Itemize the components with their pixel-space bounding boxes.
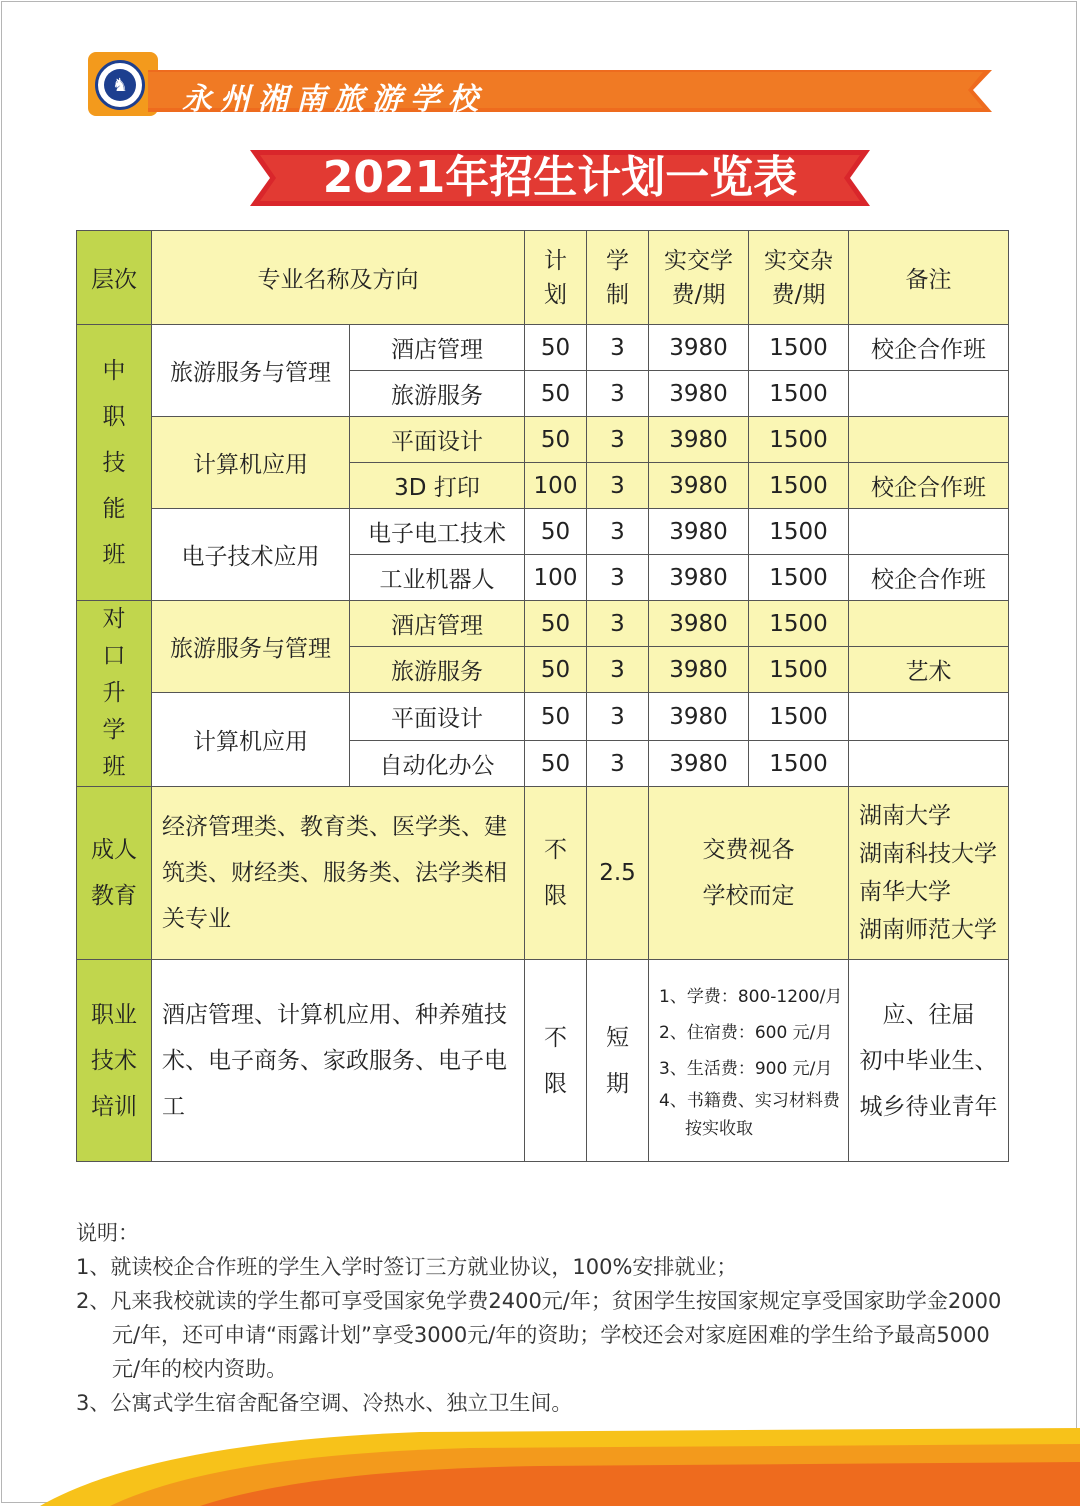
plan: 50 (525, 371, 587, 417)
header-tuition: 实交学费/期 (649, 231, 749, 325)
header-remark: 备注 (849, 231, 1009, 325)
fees: 1500 (749, 509, 849, 555)
target-line1: 应、往届 (882, 1001, 975, 1028)
level-adult (77, 787, 152, 960)
note-item: 2、凡来我校就读的学生都可享受国家免学费2400元/年；贫困学生按国家规定享受国家助学金2000元/年，还可申请“雨露计划”享受3000元/年的资助；学校还会对家庭困难的学生给予最高5000元/年的校内资助。 (76, 1289, 1002, 1381)
plan: 100 (525, 463, 587, 509)
fees: 1500 (749, 647, 849, 693)
fee-item: 4、书籍费、实习材料费 (659, 1090, 840, 1111)
remark (849, 741, 1009, 787)
plan: 50 (525, 325, 587, 371)
tuition: 3980 (649, 371, 749, 417)
years: 3 (587, 509, 649, 555)
notes-heading: 说明： (76, 1221, 139, 1245)
training-years: 短期 (587, 960, 649, 1162)
remark: 校企合作班 (849, 463, 1009, 509)
plan: 100 (525, 555, 587, 601)
remark: 校企合作班 (849, 555, 1009, 601)
direction: 平面设计 (350, 417, 525, 463)
partner-item: 南华大学 (859, 879, 951, 905)
fee-item: 1、学费：800-1200/月 (659, 986, 843, 1007)
enrollment-table (76, 230, 1009, 1162)
adult-years: 2.5 (587, 787, 649, 960)
note-item: 3、公寓式学生宿舍配备空调、冷热水、独立卫生间。 (76, 1391, 573, 1415)
direction: 自动化办公 (350, 741, 525, 787)
fees: 1500 (749, 463, 849, 509)
direction: 工业机器人 (350, 555, 525, 601)
table-row (77, 787, 1009, 960)
table-row (77, 325, 1009, 371)
school-logo-icon: ♞ (95, 60, 145, 110)
level-admission: 对口升学班 (77, 601, 152, 787)
fees: 1500 (749, 417, 849, 463)
table-row (77, 417, 1009, 463)
major-name: 旅游服务与管理 (152, 325, 350, 417)
years: 3 (587, 741, 649, 787)
remark (849, 509, 1009, 555)
adult-fees-line1: 交费视各 (702, 837, 795, 863)
direction: 电子电工技术 (350, 509, 525, 555)
adult-fees-line2: 学校而定 (702, 883, 795, 909)
remark: 艺术 (849, 647, 1009, 693)
direction: 酒店管理 (350, 601, 525, 647)
years: 3 (587, 325, 649, 371)
partner-item: 湖南科技大学 (859, 841, 997, 867)
years: 3 (587, 693, 649, 741)
direction: 旅游服务 (350, 647, 525, 693)
adult-plan: 不限 (525, 787, 587, 960)
plan: 50 (525, 417, 587, 463)
adult-majors: 经济管理类、教育类、医学类、建筑类、财经类、服务类、法学类相关专业 (152, 787, 525, 960)
header-major: 专业名称及方向 (152, 231, 525, 325)
adult-partners (849, 787, 1009, 960)
level-training (77, 960, 152, 1162)
remark (849, 693, 1009, 741)
header-level: 层次 (77, 231, 152, 325)
fee-item: 按实收取 (685, 1118, 753, 1139)
target-line3: 城乡待业青年 (859, 1093, 998, 1120)
direction: 平面设计 (350, 693, 525, 741)
tuition: 3980 (649, 555, 749, 601)
years: 3 (587, 417, 649, 463)
partner-item: 湖南大学 (859, 803, 951, 829)
training-majors: 酒店管理、计算机应用、种养殖技术、电子商务、家政服务、电子电工 (152, 960, 525, 1162)
partner-item: 湖南师范大学 (859, 917, 997, 943)
major-name: 旅游服务与管理 (152, 601, 350, 693)
years: 3 (587, 463, 649, 509)
direction: 旅游服务 (350, 371, 525, 417)
note-item: 1、就读校企合作班的学生入学时签订三方就业协议，100%安排就业； (76, 1255, 738, 1279)
training-target (849, 960, 1009, 1162)
level-training-line3: 培训 (91, 1093, 137, 1120)
direction: 酒店管理 (350, 325, 525, 371)
header-plan: 计划 (525, 231, 587, 325)
level-training-line1: 职业 (91, 1001, 137, 1028)
years: 3 (587, 601, 649, 647)
tuition: 3980 (649, 509, 749, 555)
major-name: 电子技术应用 (152, 509, 350, 601)
table-row (77, 960, 1009, 1162)
fees: 1500 (749, 325, 849, 371)
fees: 1500 (749, 555, 849, 601)
page-title: 2021年招生计划一览表 (322, 152, 798, 203)
tuition: 3980 (649, 693, 749, 741)
plan: 50 (525, 693, 587, 741)
remark: 校企合作班 (849, 325, 1009, 371)
tuition: 3980 (649, 647, 749, 693)
header-years: 学制 (587, 231, 649, 325)
fees: 1500 (749, 741, 849, 787)
tuition: 3980 (649, 741, 749, 787)
target-line2: 初中毕业生、 (859, 1047, 998, 1074)
training-plan: 不限 (525, 960, 587, 1162)
remark (849, 371, 1009, 417)
level-adult-line2: 教育 (91, 883, 137, 909)
table-row (77, 601, 1009, 647)
plan: 50 (525, 601, 587, 647)
fees: 1500 (749, 601, 849, 647)
level-training-line2: 技术 (91, 1047, 137, 1074)
major-name: 计算机应用 (152, 417, 350, 509)
plan: 50 (525, 647, 587, 693)
tuition: 3980 (649, 417, 749, 463)
fees: 1500 (749, 693, 849, 741)
years: 3 (587, 371, 649, 417)
tuition: 3980 (649, 601, 749, 647)
fees: 1500 (749, 371, 849, 417)
years: 3 (587, 647, 649, 693)
plan: 50 (525, 741, 587, 787)
remark (849, 417, 1009, 463)
plan: 50 (525, 509, 587, 555)
notes-section (76, 1216, 1016, 1420)
header-fees: 实交杂费/期 (749, 231, 849, 325)
level-adult-line1: 成人 (91, 837, 137, 863)
header-row (77, 231, 1009, 325)
tuition: 3980 (649, 463, 749, 509)
footer-decoration (0, 1420, 1080, 1506)
tuition: 3980 (649, 325, 749, 371)
years: 3 (587, 555, 649, 601)
fee-item: 3、生活费：900 元/月 (659, 1058, 833, 1079)
training-fees (649, 960, 849, 1162)
remark (849, 601, 1009, 647)
major-name: 计算机应用 (152, 693, 350, 787)
table-row (77, 509, 1009, 555)
school-name: 永州湘南旅游学校 (182, 82, 486, 117)
adult-fees (649, 787, 849, 960)
table-row (77, 693, 1009, 741)
level-vocational: 中职技能班 (77, 325, 152, 601)
fee-item: 2、住宿费：600 元/月 (659, 1022, 833, 1043)
direction: 3D 打印 (350, 463, 525, 509)
